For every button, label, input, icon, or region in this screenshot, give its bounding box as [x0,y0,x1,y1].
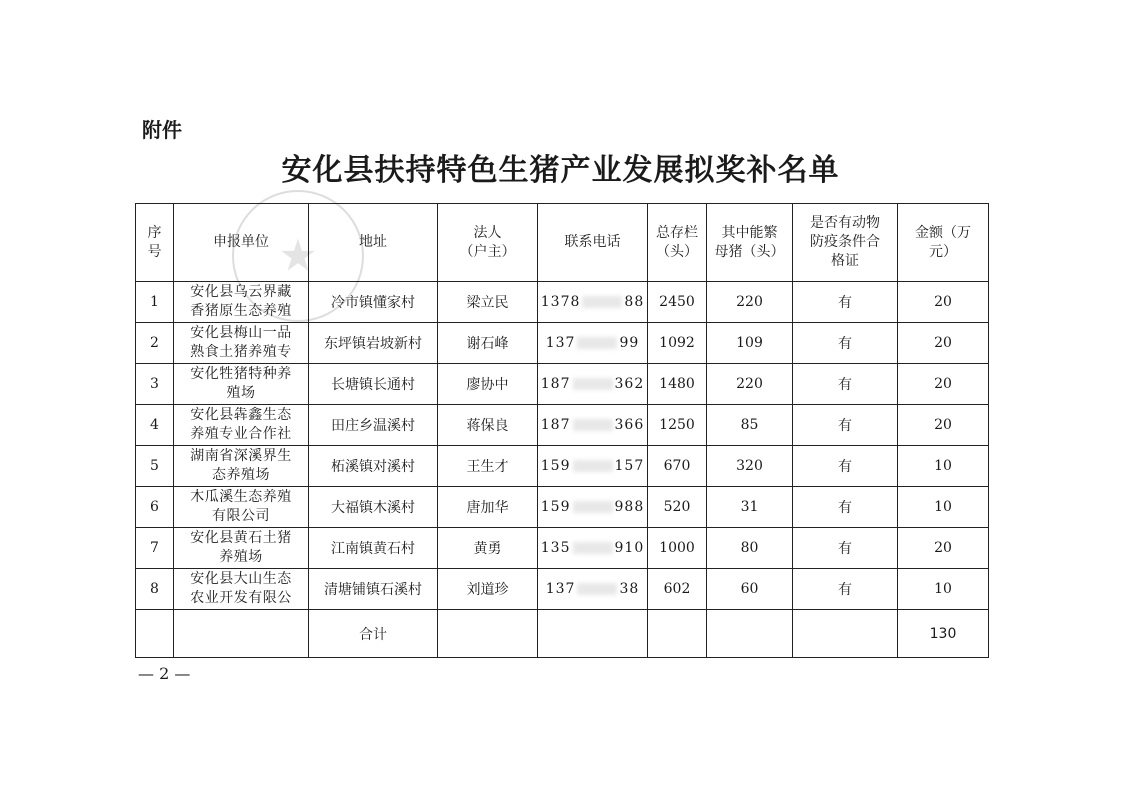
cell-sows: 220 [707,282,793,323]
cell-empty [648,610,707,658]
cell-legal: 王生才 [438,446,538,487]
total-row [136,610,989,658]
cell-seq: 7 [136,528,174,569]
cell-cert: 有 [793,569,898,610]
cell-sows: 60 [707,569,793,610]
cell-phone: 1378 88 [538,282,648,323]
cell-cert: 有 [793,446,898,487]
table-row [136,569,989,610]
total-amount: 130 [898,610,989,658]
cell-empty [793,610,898,658]
cell-cert: 有 [793,323,898,364]
cell-stock: 670 [648,446,707,487]
cell-phone: 187 362 [538,364,648,405]
cell-unit: 安化县大山生态 农业开发有限公 [174,569,309,610]
header-sows: 其中能繁 母猪（头） [707,204,793,282]
cell-sows: 320 [707,446,793,487]
page-number: — 2 — [138,664,191,683]
cell-amount: 20 [898,323,989,364]
cell-phone: 159 988 [538,487,648,528]
cell-unit: 木瓜溪生态养殖 有限公司 [174,487,309,528]
header-phone: 联系电话 [538,204,648,282]
cell-seq: 4 [136,405,174,446]
cell-phone: 137 38 [538,569,648,610]
seal-star-icon: ★ [278,230,318,282]
redaction-mark [573,378,613,390]
header-legal: 法人 （户主） [438,204,538,282]
cell-phone: 187 366 [538,405,648,446]
cell-empty [174,610,309,658]
cell-unit: 安化县乌云界藏 香猪原生态养殖 [174,282,309,323]
cell-stock: 1480 [648,364,707,405]
cell-unit: 安化县梅山一品 熟食土猪养殖专 [174,323,309,364]
cell-empty [707,610,793,658]
cell-legal: 刘道珍 [438,569,538,610]
cell-amount: 20 [898,282,989,323]
cell-amount: 10 [898,446,989,487]
cell-address: 大福镇木溪村 [309,487,438,528]
cell-stock: 1092 [648,323,707,364]
cell-sows: 31 [707,487,793,528]
cell-sows: 80 [707,528,793,569]
header-amount: 金额（万 元） [898,204,989,282]
cell-empty [438,610,538,658]
table-row [136,487,989,528]
cell-empty [136,610,174,658]
table-row [136,323,989,364]
cell-address: 清塘铺镇石溪村 [309,569,438,610]
header-cert: 是否有动物 防疫条件合 格证 [793,204,898,282]
cell-stock: 1000 [648,528,707,569]
redaction-mark [577,583,617,595]
cell-amount: 10 [898,569,989,610]
cell-cert: 有 [793,364,898,405]
table-header-row [136,204,989,282]
cell-amount: 20 [898,528,989,569]
cell-unit: 安化牲猪特种养 殖场 [174,364,309,405]
cell-seq: 8 [136,569,174,610]
cell-address: 田庄乡温溪村 [309,405,438,446]
cell-unit: 湖南省深溪界生 态养殖场 [174,446,309,487]
cell-seq: 1 [136,282,174,323]
cell-legal: 梁立民 [438,282,538,323]
header-unit: 申报单位 [174,204,309,282]
cell-cert: 有 [793,282,898,323]
redaction-mark [577,337,617,349]
header-seq: 序 号 [136,204,174,282]
subsidy-table [135,203,989,658]
cell-cert: 有 [793,487,898,528]
cell-sows: 109 [707,323,793,364]
cell-phone: 159 157 [538,446,648,487]
total-label: 合计 [309,610,438,658]
cell-legal: 蒋保良 [438,405,538,446]
cell-stock: 1250 [648,405,707,446]
cell-seq: 2 [136,323,174,364]
redaction-mark [573,501,613,513]
cell-legal: 唐加华 [438,487,538,528]
cell-empty [538,610,648,658]
cell-address: 东坪镇岩坡新村 [309,323,438,364]
table-row [136,528,989,569]
cell-sows: 85 [707,405,793,446]
cell-amount: 20 [898,405,989,446]
cell-legal: 谢石峰 [438,323,538,364]
cell-unit: 安化县黄石土猪 养殖场 [174,528,309,569]
header-stock: 总存栏 （头） [648,204,707,282]
redaction-mark [573,419,613,431]
header-address: 地址 [309,204,438,282]
cell-address: 江南镇黄石村 [309,528,438,569]
cell-address: 长塘镇长通村 [309,364,438,405]
table-row [136,405,989,446]
cell-legal: 廖协中 [438,364,538,405]
cell-legal: 黄勇 [438,528,538,569]
cell-cert: 有 [793,528,898,569]
cell-seq: 5 [136,446,174,487]
cell-unit: 安化县犇鑫生态 养殖专业合作社 [174,405,309,446]
cell-seq: 3 [136,364,174,405]
cell-phone: 135 910 [538,528,648,569]
cell-cert: 有 [793,405,898,446]
cell-stock: 2450 [648,282,707,323]
redaction-mark [573,542,613,554]
table-row [136,364,989,405]
cell-amount: 20 [898,364,989,405]
redaction-mark [573,460,613,472]
cell-address: 冷市镇懂家村 [309,282,438,323]
cell-phone: 137 99 [538,323,648,364]
cell-sows: 220 [707,364,793,405]
cell-amount: 10 [898,487,989,528]
redaction-mark [582,296,622,308]
cell-seq: 6 [136,487,174,528]
table-row [136,446,989,487]
cell-address: 柘溪镇对溪村 [309,446,438,487]
cell-stock: 520 [648,487,707,528]
document-title: 安化县扶持特色生猪产业发展拟奖补名单 [281,153,840,188]
table-row [136,282,989,323]
attachment-label: 附件 [142,118,182,142]
cell-stock: 602 [648,569,707,610]
